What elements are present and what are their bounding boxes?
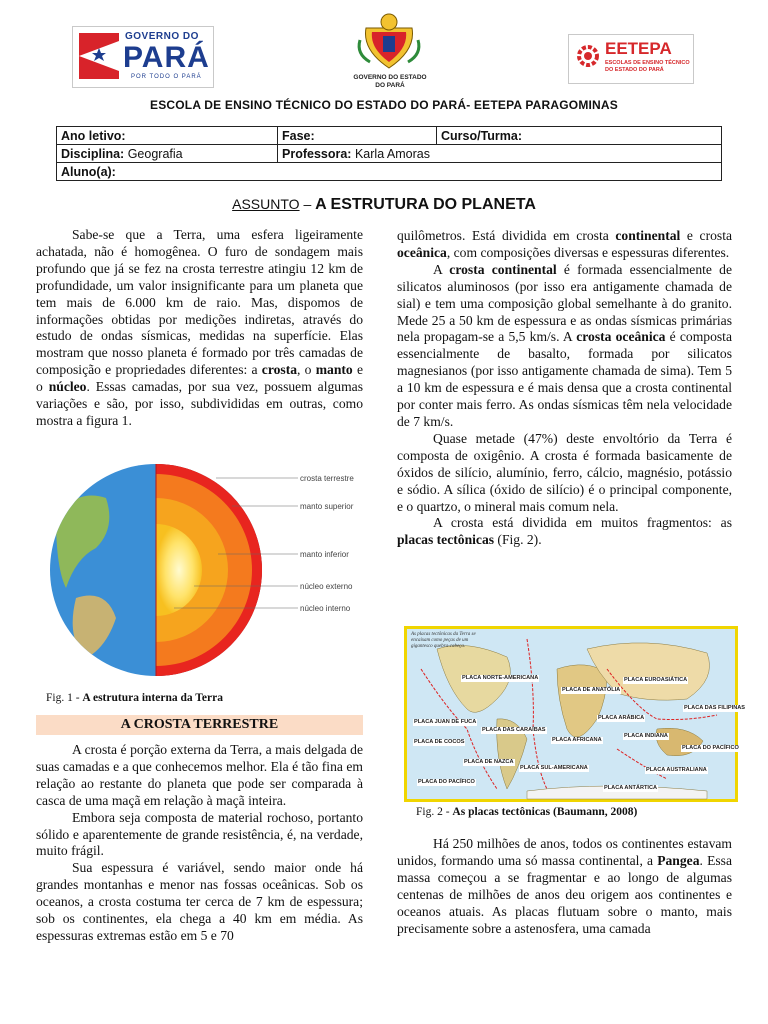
right-crust-paragraphs: quilômetros. Está dividida em crosta continental e crosta oceânica, com composições diversas e espessuras diferentes. A crosta continental é formada essencialmente de silicatos aluminosos (por isso era antigamente chamada de sial) e tem uma composição global semelhante à do granito. Mede 25 a 50 km de espessura e as ondas sísmicas primárias nela propagam-se a 5,5 km/s. A crosta oceânica é composta essencialmente de basalto, formada por silicatos magnesianos (por isso antigamente chamada de sima). Tem 5 a 10 km de espessura e é mais densa que a crosta continental por conter mais ferro. As ondas sísmicas têm nela velocidade de 7 km/s. Quase metade (47%) deste envoltório da Terra é composta de oxigênio. A crosta é formada basicamente de óxidos de silício, alumínio, ferro, cálcio, magnésio, potássio e sódio. A sílica (óxido de silício) é o principal componente, e o quartzo, o mineral mais comum nela. A crosta está dividida em muitos fragmentos: as placas tectônicas (Fig. 2). xyxy=(397,228,732,548)
map-label: PLACA EUROASIÁTICA xyxy=(624,677,688,683)
label-crosta-terrestre: crosta terrestre xyxy=(300,474,354,483)
map-label: PLACA ARÁBICA xyxy=(598,715,645,721)
coat-of-arms-icon xyxy=(356,10,422,72)
map-label: PLACA INDIANA xyxy=(624,733,668,739)
page-title: ASSUNTO – A ESTRUTURA DO PLANETA xyxy=(232,196,536,213)
fase-cell[interactable]: Fase: xyxy=(278,127,437,145)
map-label: PLACA JUAN DE FUCA xyxy=(414,719,477,725)
figure-2-caption: Fig. 2 - As placas tectônicas (Baumann, 2008) xyxy=(416,806,638,818)
label-manto-inferior: manto inferior xyxy=(300,550,349,559)
earth-structure-figure xyxy=(36,458,362,680)
emblem-caption: GOVERNO DO ESTADO DO PARÁ xyxy=(353,74,427,89)
aluno-cell[interactable]: Aluno(a): xyxy=(57,163,722,181)
map-label: PLACA DO PACÍFICO xyxy=(682,745,739,751)
para-flag-icon xyxy=(79,33,119,79)
disciplina-cell: Disciplina: Geografia xyxy=(57,145,278,163)
governo-do-para-logo xyxy=(72,26,214,88)
professora-cell: Professora: Karla Amoras xyxy=(278,145,722,163)
ano-letivo-cell[interactable]: Ano letivo: xyxy=(57,127,278,145)
logo-line1: GOVERNO DO xyxy=(125,31,199,42)
map-label: PLACA DAS FILIPINAS xyxy=(684,705,746,711)
eetepa-name: EETEPA xyxy=(605,39,672,58)
map-label: PLACA ANTÁRTICA xyxy=(604,785,658,791)
figure-1-caption: Fig. 1 - A estrutura interna da Terra xyxy=(46,692,223,704)
map-label: PLACA DE COCOS xyxy=(414,739,465,745)
logo-line2: PARÁ xyxy=(123,41,210,74)
gear-icon xyxy=(575,43,601,69)
eetepa-subtitle: ESCOLAS DE ENSINO TÉCNICO DO ESTADO DO PARÁ xyxy=(605,60,690,73)
left-intro-paragraph: Sabe-se que a Terra, uma esfera ligeiramente achatada, não é homogênea. O furo de sondagem mais profundo que já se fez na crosta terrestre atingiu 12 km de profundidade, um valor insignificante para um planeta que tem mais de 6.000 km de raio. Mas, dispomos de informações obtidas por medições indiretas, através do estudo de ondas sísmicas, medidas na superfície. Elas mostram que nosso planeta é formado por três camadas de composição e propriedades diferentes: a crosta, o manto e o núcleo. Essas camadas, por sua vez, possuem algumas variações e são, por isso, subdivididas em outras, como mostra a figura 1. xyxy=(36,227,363,428)
curso-turma-cell[interactable]: Curso/Turma: xyxy=(437,127,722,145)
map-label: PLACA SUL-AMERICANA xyxy=(520,765,588,771)
label-manto-superior: manto superior xyxy=(300,502,354,511)
map-label: PLACA AUSTRALIANA xyxy=(646,767,707,773)
school-name: ESCOLA DE ENSINO TÉCNICO DO ESTADO DO PARÁ- EETEPA PARAGOMINAS xyxy=(150,98,618,112)
map-label: PLACA NORTE-AMERICANA xyxy=(462,675,539,681)
section-heading-crosta: A CROSTA TERRESTRE xyxy=(36,715,363,735)
map-label: PLACA DO PACÍFICO xyxy=(418,779,475,785)
map-label: PLACA DE NAZCA xyxy=(464,759,514,765)
tectonic-plates-map xyxy=(404,626,746,802)
student-info-table xyxy=(56,126,722,181)
map-label: PLACA DAS CARAÍBAS xyxy=(482,727,546,733)
label-nucleo-interno: núcleo interno xyxy=(300,604,351,613)
logo-slogan: POR TODO O PARÁ xyxy=(131,74,202,80)
left-crust-paragraphs: A crosta é porção externa da Terra, a mais delgada de suas camadas e a que conhecemos melhor. Ela é tão fina em relação ao restante do planeta que pode ser comparada à casca de uma maçã em relação à maçã inteira. Embora seja composta de material rochoso, portanto sólido e aparentemente de grande resistência, é, na verdade, muito frágil. Sua espessura é variável, sendo maior onde há grandes montanhas e menor nas fossas oceânicas. Sob os oceanos, a crosta costuma ter cerca de 7 km de espessura; sob os continentes, ela chega a 40 km em média. As espessuras extremas estão em 5 e 70 xyxy=(36,742,363,943)
map-note: As placas tectônicas da Terra se encaixam como peças de um gigantesco quebra-cabeça. xyxy=(411,632,476,649)
state-emblem xyxy=(353,10,427,90)
map-label: PLACA AFRICANA xyxy=(552,737,602,743)
right-pangea-paragraph: Há 250 milhões de anos, todos os continentes estavam unidos, formando uma só massa continental, a Pangea. Essa massa começou a se fragmentar e ao longo de algumas centenas de milhões de anos deu origem aos continentes e oceanos atuais. As placas flutuam sobre o manto, mais precisamente sobre a astenosfera, uma camada xyxy=(397,836,732,936)
label-nucleo-externo: núcleo externo xyxy=(300,582,353,591)
map-label: PLACA DE ANATÓLIA xyxy=(562,687,621,693)
eetepa-logo xyxy=(568,34,694,84)
